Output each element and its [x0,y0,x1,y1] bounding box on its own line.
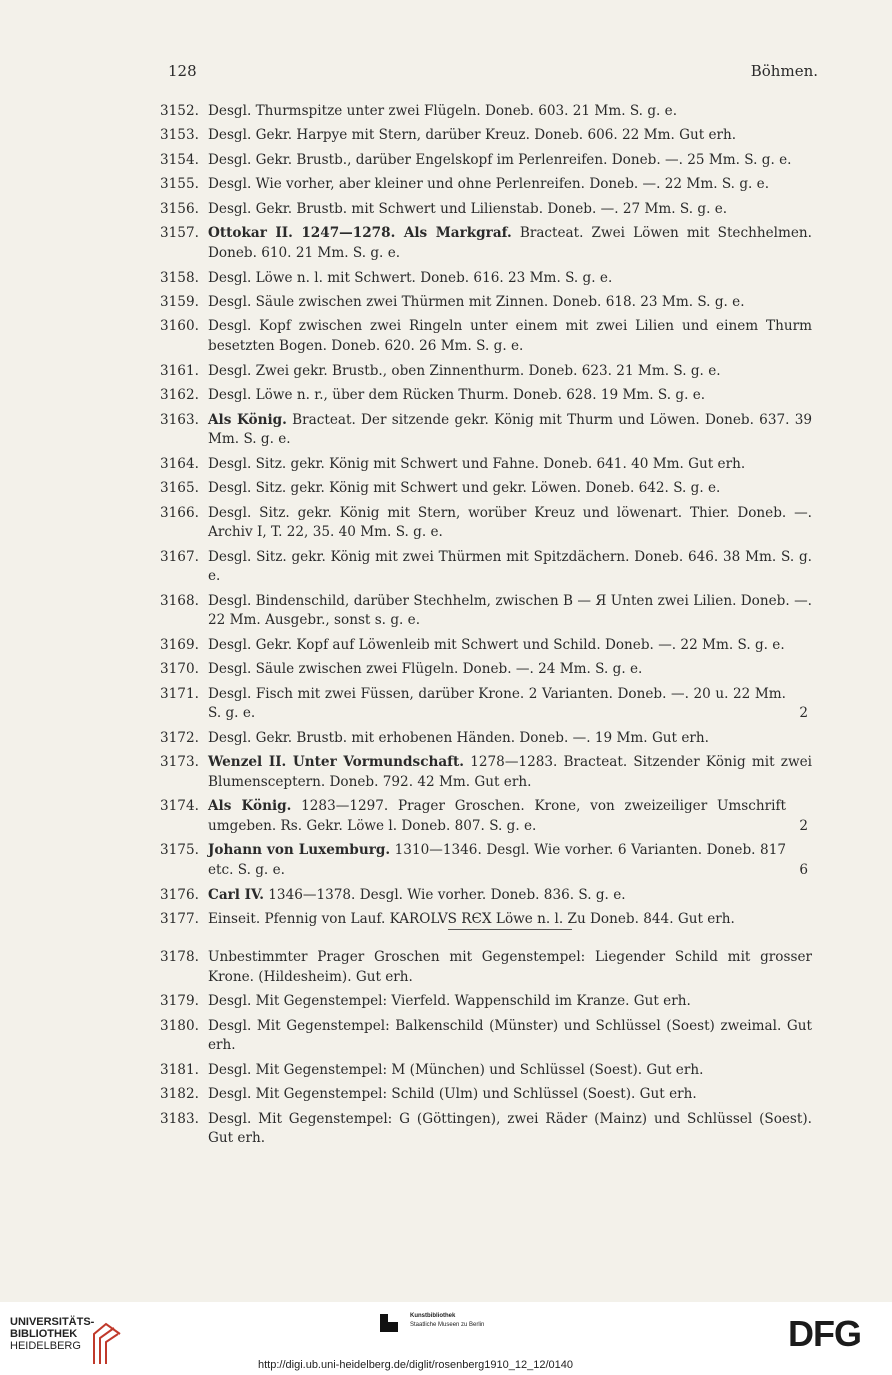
entry-number: 3172. [160,729,199,746]
catalog-entry [160,455,812,475]
entry-number: 3171. [160,685,199,702]
entry-number: 3159. [160,293,199,310]
catalog-entry [160,948,812,987]
entry-description: Unbestimmter Prager Groschen mit Gegenstempel: Liegender Schild mit grosser Krone. (Hildesheim). Gut erh. [208,949,812,985]
entry-number: 3174. [160,798,199,815]
catalog-entry [160,386,812,406]
entry-number: 3180. [160,1017,199,1034]
entry-description: Desgl. Gekr. Brustb. mit Schwert und Lilienstab. Doneb. —. 27 Mm. S. g. e. [208,200,728,217]
ub-line-3: HEIDELBERG [10,1340,81,1352]
kunstbibliothek-mark-icon [380,1314,398,1332]
entry-description: Desgl. Mit Gegenstempel: Schild (Ulm) und Schlüssel (Soest). Gut erh. [208,1086,697,1103]
entry-description: Desgl. Gekr. Harpye mit Stern, darüber Kreuz. Doneb. 606. 22 Mm. Gut erh. [208,127,737,144]
entry-number: 3177. [160,911,199,928]
entry-description: Desgl. Zwei gekr. Brustb., oben Zinnenthurm. Doneb. 623. 21 Mm. S. g. e. [208,362,721,379]
entry-description: 1283—1297. Prager Groschen. Krone, von zweizeiliger Umschrift umgeben. Rs. Gekr. Löwe l. Doneb. 807. S. g. e. [208,798,786,834]
catalog-entry [160,992,812,1012]
kb-line-1: Kunstbibliothek [410,1313,456,1319]
catalog-entry [160,729,812,749]
entry-description: 1346—1378. Desgl. Wie vorher. Doneb. 836. S. g. e. [263,886,626,903]
entry-heading: Ottokar II. 1247—1278. Als Markgraf. [208,225,512,242]
entry-heading: Carl IV. [208,886,264,903]
ub-line-1: UNIVERSITÄTS- [10,1316,95,1328]
catalog-entry [160,200,812,220]
page-header [168,62,818,84]
ub-line-2: BIBLIOTHEK [10,1328,78,1340]
entry-description: Desgl. Fisch mit zwei Füssen, darüber Krone. 2 Varianten. Doneb. —. 20 u. 22 Mm. S. g. e. [208,685,786,722]
entry-description: Desgl. Sitz. gekr. König mit Schwert und gekr. Löwen. Doneb. 642. S. g. e. [208,480,721,497]
entry-description: Desgl. Mit Gegenstempel: G (Göttingen), zwei Räder (Mainz) und Schlüssel (Soest). Gut erh. [208,1110,812,1147]
catalog-entry [160,1085,812,1105]
entry-description: Desgl. Kopf zwischen zwei Ringeln unter einem mit zwei Lilien und einem Thurm besetzten Bogen. Doneb. 620. 26 Mm. S. g. e. [208,318,812,355]
catalog-entries-countermarked [160,948,812,1154]
entry-number: 3175. [160,842,199,859]
ub-emblem-icon [90,1320,124,1368]
catalog-entry [160,592,812,631]
entry-number: 3156. [160,200,199,217]
entry-description: Desgl. Gekr. Kopf auf Löwenleib mit Schwert und Schild. Doneb. —. 22 Mm. S. g. e. [208,636,785,653]
catalog-entry [160,269,812,289]
entry-count: 6 [799,862,808,879]
digitization-footer [0,1302,892,1375]
catalog-entry [160,126,812,146]
kunstbibliothek-logo[interactable] [380,1312,484,1330]
entry-number: 3168. [160,592,199,609]
entry-number: 3169. [160,636,199,653]
entry-description: Desgl. Sitz. gekr. König mit Schwert und Fahne. Doneb. 641. 40 Mm. Gut erh. [208,455,746,472]
entry-description: Desgl. Löwe n. r., über dem Rücken Thurm. Doneb. 628. 19 Mm. S. g. e. [208,387,706,404]
catalog-entry [160,175,812,195]
catalog-entry [160,293,812,313]
page-number: 128 [168,62,197,80]
entry-description: Desgl. Löwe n. l. mit Schwert. Doneb. 616. 23 Mm. S. g. e. [208,269,613,286]
running-title: Böhmen. [750,62,818,80]
entry-number: 3158. [160,269,199,286]
catalog-entry [160,102,812,122]
entry-description: Desgl. Säule zwischen zwei Thürmen mit Zinnen. Doneb. 618. 23 Mm. S. g. e. [208,293,745,310]
section-divider [448,929,572,930]
catalog-entry [160,1017,812,1056]
entry-number: 3166. [160,504,199,521]
entry-description: Desgl. Mit Gegenstempel: Balkenschild (Münster) und Schlüssel (Soest) zweimal. Gut erh. [208,1017,812,1054]
entry-description: Desgl. Gekr. Brustb. mit erhobenen Händen. Doneb. —. 19 Mm. Gut erh. [208,729,709,746]
entry-number: 3167. [160,548,199,565]
entry-description: Desgl. Wie vorher, aber kleiner und ohne Perlenreifen. Doneb. —. 22 Mm. S. g. e. [208,176,770,193]
entry-description: Bracteat. Zwei Löwen mit Stechhelmen. Doneb. 610. 21 Mm. S. g. e. [208,225,813,262]
entry-number: 3165. [160,480,199,497]
entry-description: 1310—1346. Desgl. Wie vorher. 6 Varianten. Doneb. 817 etc. S. g. e. [208,842,786,879]
entry-description: 1278—1283. Bracteat. Sitzender König mit zwei Blumensceptern. Doneb. 792. 42 Mm. Gut erh. [208,754,812,790]
catalog-entry [160,797,812,836]
entry-number: 3154. [160,151,199,168]
catalog-entry [160,1061,812,1081]
entry-description: Desgl. Thurmspitze unter zwei Flügeln. Doneb. 603. 21 Mm. S. g. e. [208,103,678,119]
entry-number: 3160. [160,318,199,335]
catalog-entry [160,504,812,543]
catalog-entry [160,317,812,356]
entry-number: 3183. [160,1110,199,1127]
entry-count: 2 [799,705,808,722]
entry-description: Desgl. Mit Gegenstempel: M (München) und Schlüssel (Soest). Gut erh. [208,1061,704,1078]
entry-description: Desgl. Mit Gegenstempel: Vierfeld. Wappenschild im Kranze. Gut erh. [208,993,691,1010]
entry-number: 3153. [160,127,199,144]
ub-heidelberg-logo[interactable] [10,1316,94,1352]
entry-number: 3176. [160,886,199,903]
kb-line-2: Staatliche Museen zu Berlin [410,1322,485,1328]
entry-number: 3157. [160,225,199,242]
entry-number: 3162. [160,387,199,404]
entry-number: 3182. [160,1086,199,1103]
entry-number: 3164. [160,455,199,472]
catalog-entry [160,660,812,680]
entry-description: Desgl. Gekr. Brustb., darüber Engelskopf im Perlenreifen. Doneb. —. 25 Mm. S. g. e. [208,151,792,168]
catalog-entry [160,151,812,171]
entry-count: 2 [799,818,808,834]
catalog-entry [160,886,812,906]
entry-number: 3179. [160,993,199,1010]
entry-heading: Johann von Luxemburg. [208,842,391,859]
catalog-entry [160,1110,812,1149]
catalog-entry [160,636,812,656]
entry-description: Desgl. Säule zwischen zwei Flügeln. Doneb. —. 24 Mm. S. g. e. [208,661,643,678]
entry-number: 3155. [160,176,199,193]
dfg-logo[interactable]: DFG [788,1313,861,1354]
entry-description: Desgl. Bindenschild, darüber Stechhelm, zwischen B — Я Unten zwei Lilien. Doneb. —. 22 Mm. Ausgebr., sonst s. g. e. [208,592,812,629]
catalog-entry [160,411,812,450]
entry-number: 3173. [160,754,199,771]
entry-description: Bracteat. Der sitzende gekr. König mit Thurm und Löwen. Doneb. 637. 39 Mm. S. g. e. [208,411,812,448]
entry-number: 3152. [160,103,199,119]
entry-number: 3181. [160,1061,199,1078]
entry-heading: Wenzel II. Unter Vormundschaft. [208,754,465,771]
catalog-entry [160,479,812,499]
entry-heading: Als König. [208,798,292,815]
entry-heading: Als König. [208,411,287,428]
entry-description: Desgl. Sitz. gekr. König mit Stern, worüber Kreuz und löwenart. Thier. Doneb. —. Archiv I, T. 22, 35. 40 Mm. S. g. e. [208,504,812,541]
catalog-entry [160,548,812,587]
catalog-entry [160,910,812,930]
catalog-entry [160,224,812,263]
catalog-entry [160,685,812,724]
entry-number: 3163. [160,411,199,428]
entry-number: 3170. [160,661,199,678]
catalog-entry [160,753,812,792]
entry-number: 3161. [160,362,199,379]
entry-description: Einseit. Pfennig von Lauf. KAROLVS RЄX Löwe n. l. Zu Doneb. 844. Gut erh. [208,911,735,928]
catalog-entry [160,841,812,880]
permalink-url[interactable]: http://digi.ub.uni-heidelberg.de/diglit/rosenberg1910_12_12/0140 [258,1359,573,1371]
catalog-entries-main [160,102,812,935]
catalog-entry [160,362,812,382]
entry-description: Desgl. Sitz. gekr. König mit zwei Thürmen mit Spitzdächern. Doneb. 646. 38 Mm. S. g. e. [208,548,812,585]
entry-number: 3178. [160,949,199,965]
